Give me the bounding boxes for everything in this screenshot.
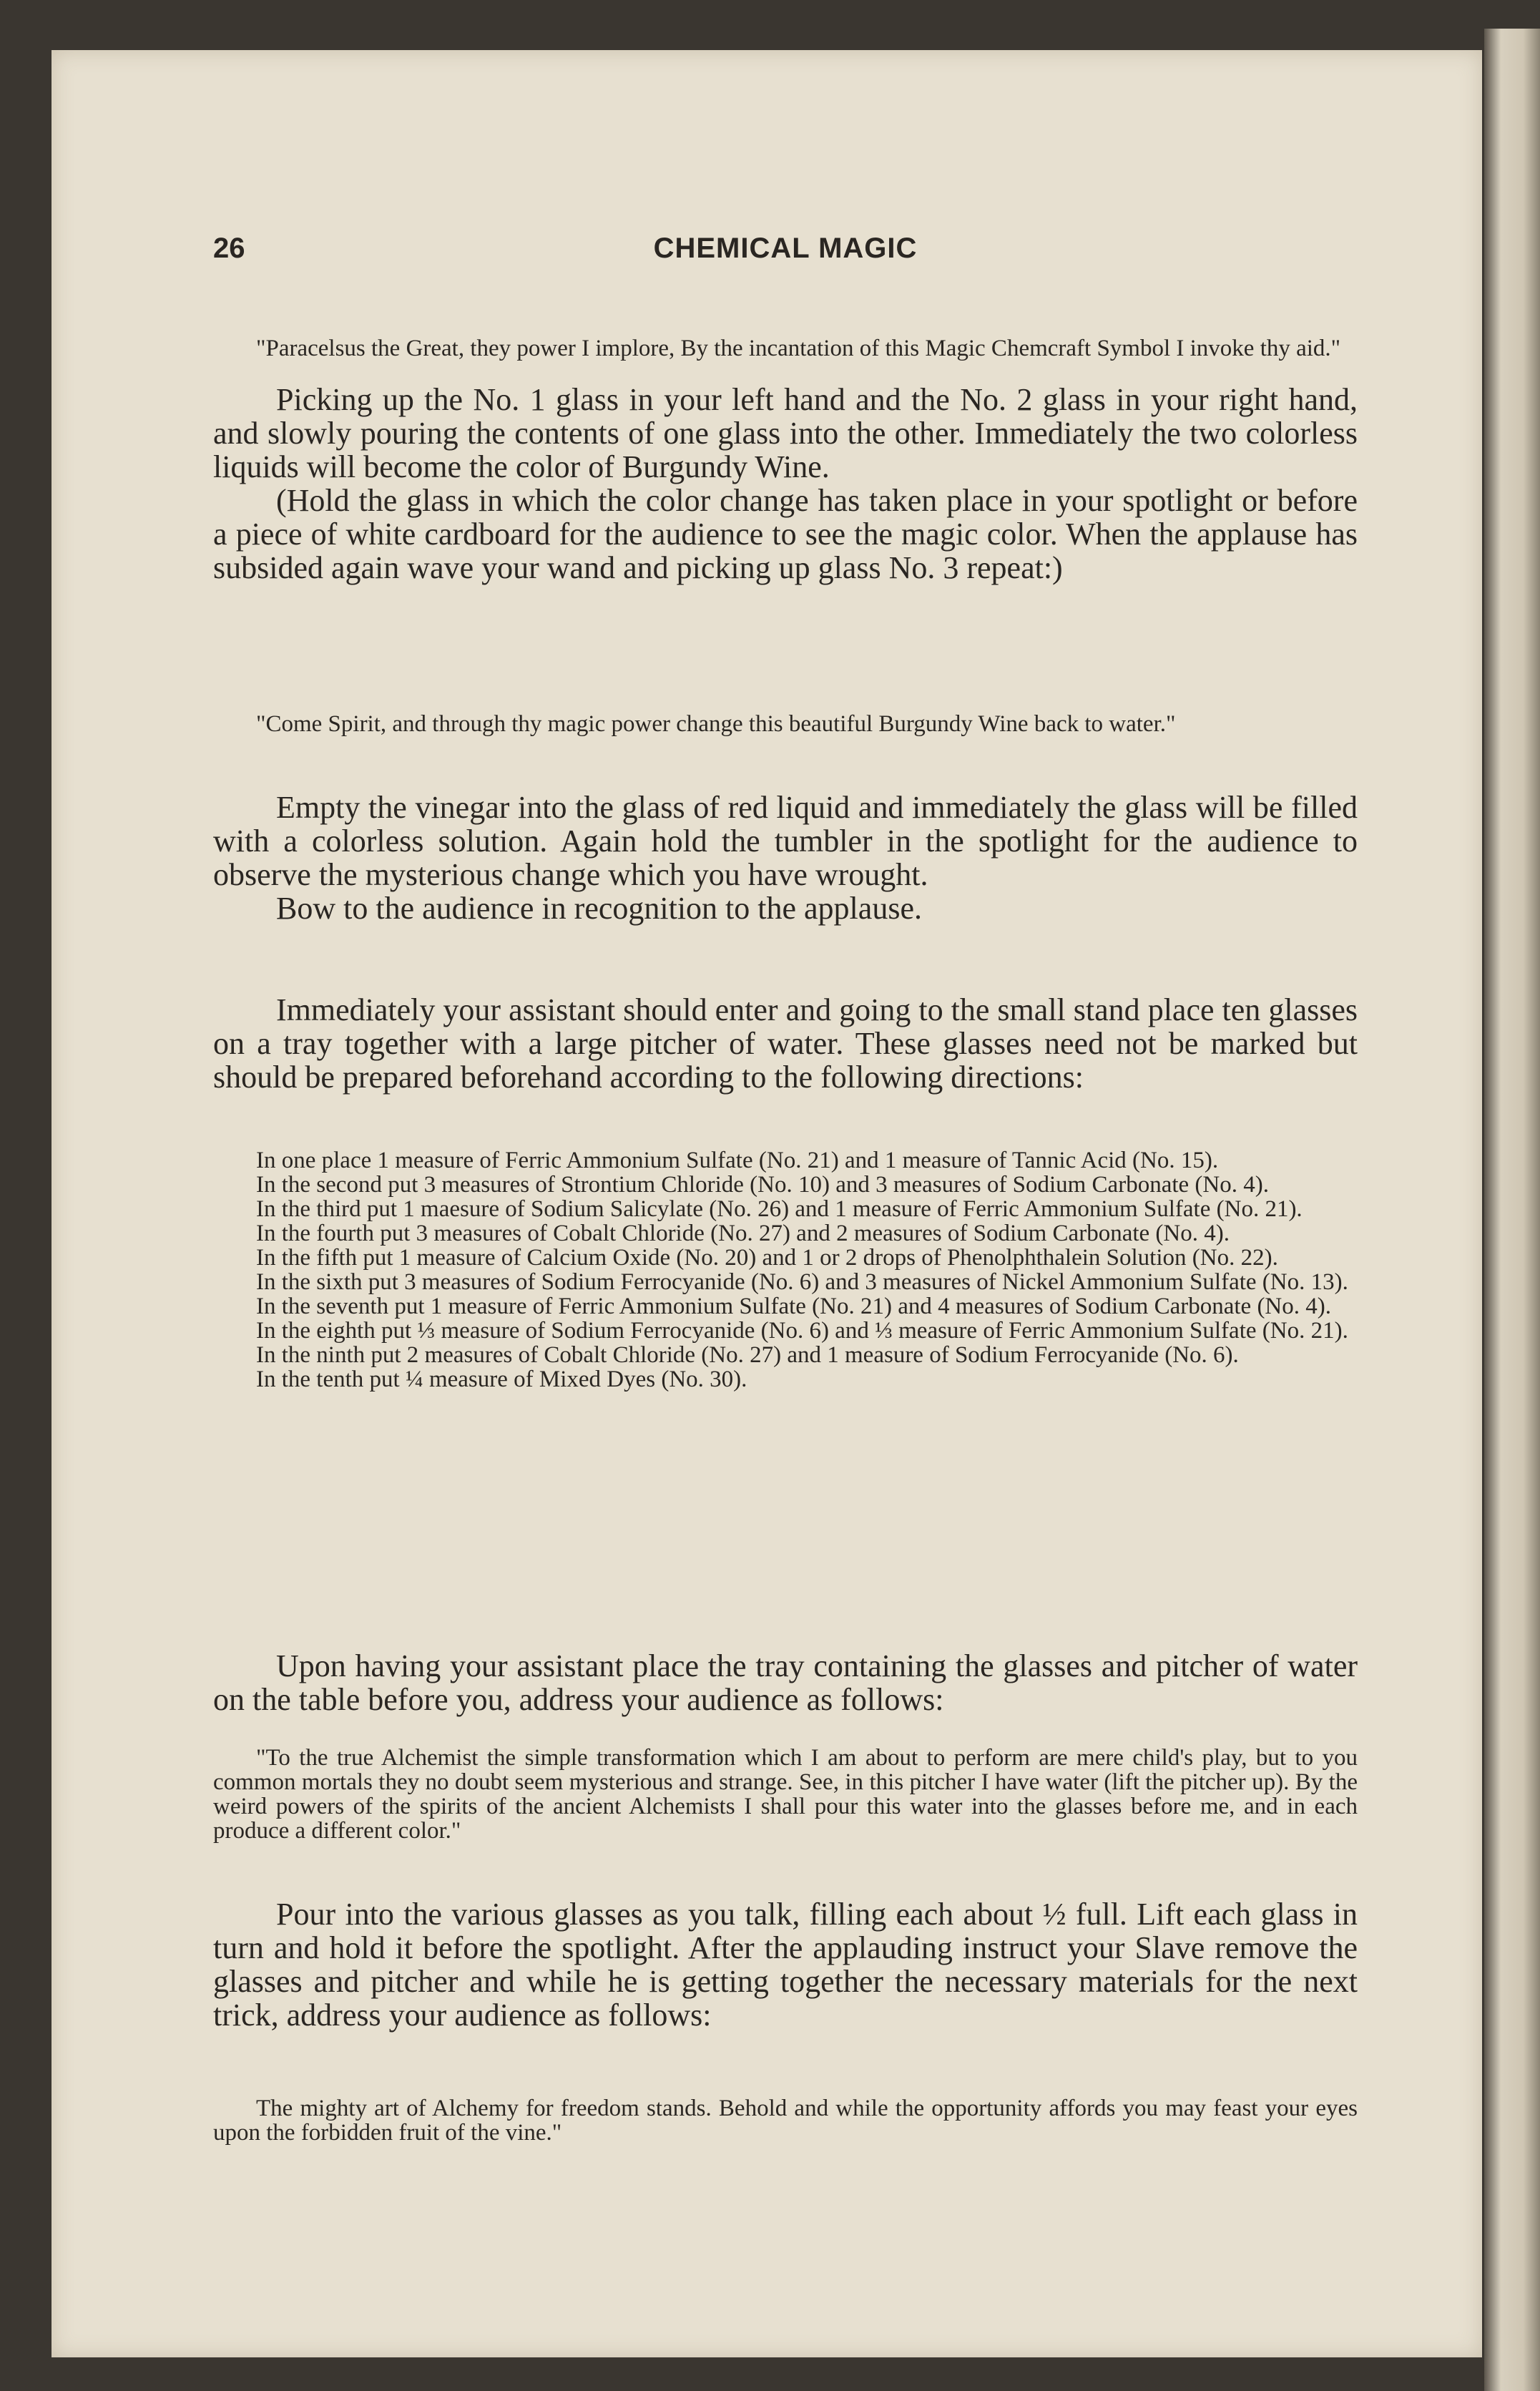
quote-alchemy (213, 2096, 1358, 2145)
paragraph: Empty the vinegar into the glass of red liquid and immediately the glass will be filled with a colorless solution. Again hold the tumbler in the spotlight for the audience to observe the mysterious change which you have wrought. (213, 790, 1358, 892)
paragraph-block-3 (213, 993, 1358, 1094)
paragraph: (Hold the glass in which the color change has taken place in your spotlight or before a piece of white cardboard for the audience to see the magic color. When the applause has subsided again wave your wand and picking up glass No. 3 repeat:) (213, 483, 1358, 585)
paragraph-block-2 (213, 791, 1358, 925)
quote-alchemist (213, 1746, 1358, 1843)
quote-text: "Paracelsus the Great, they power I implore, By the incantation of this Magic Chemcraft Symbol I invoke thy aid." (256, 336, 1341, 361)
page-header (213, 233, 1358, 275)
list-item: In the seventh put 1 measure of Ferric Ammonium Sulfate (No. 21) and 4 measures of Sodium Carbonate (No. 4). (256, 1294, 1331, 1319)
list-item: In the tenth put ¼ measure of Mixed Dyes (No. 30). (256, 1366, 747, 1392)
list-item: In the eighth put ⅓ measure of Sodium Ferrocyanide (No. 6) and ⅓ measure of Ferric Ammonium Sulfate (No. 21). (256, 1318, 1348, 1344)
quote-text: "To the true Alchemist the simple transformation which I am about to perform are mere child's play, but to you common mortals they no doubt seem mysterious and strange. See, in this pitcher I have water (lift the pitcher up). By the weird powers of the spirits of the ancient Alchemists I shall pour this water into the glasses before me, and in each produce a different color." (213, 1745, 1358, 1844)
paragraph: Picking up the No. 1 glass in your left hand and the No. 2 glass in your right hand, and slowly pouring the contents of one glass into the other. Immediately the two colorless liquids will become the color of Burgundy Wine. (213, 382, 1358, 484)
directions-list (213, 1148, 1358, 1392)
list-item: In the third put 1 maesure of Sodium Salicylate (No. 26) and 1 measure of Ferric Ammonium Sulfate (No. 21). (256, 1196, 1303, 1222)
paragraph: Bow to the audience in recognition to the applause. (276, 891, 922, 926)
running-title: CHEMICAL MAGIC (653, 233, 918, 264)
quote-text: "Come Spirit, and through thy magic power change this beautiful Burgundy Wine back to water." (256, 711, 1176, 737)
list-item: In the fourth put 3 measures of Cobalt Chloride (No. 27) and 2 measures of Sodium Carbonate (No. 4). (256, 1221, 1230, 1246)
paragraph-block-4 (213, 1649, 1358, 1716)
page-number: 26 (213, 233, 245, 264)
quote-incantation-1 (213, 336, 1358, 361)
paragraph: Pour into the various glasses as you talk, filling each about ½ full. Lift each glass in turn and hold it before the spotlight. After the applauding instruct your Slave remove the glasses and pitcher and while he is getting together the necessary materials for the next trick, address your audience as follows: (213, 1897, 1358, 2033)
list-item: In the second put 3 measures of Strontium Chloride (No. 10) and 3 measures of Sodium Carbonate (No. 4). (256, 1172, 1269, 1198)
list-item: In the ninth put 2 measures of Cobalt Chloride (No. 27) and 1 measure of Sodium Ferrocyanide (No. 6). (256, 1342, 1239, 1368)
quote-incantation-2 (213, 712, 1358, 736)
list-item: In one place 1 measure of Ferric Ammonium Sulfate (No. 21) and 1 measure of Tannic Acid (No. 15). (256, 1148, 1219, 1173)
list-item: In the sixth put 3 measures of Sodium Ferrocyanide (No. 6) and 3 measures of Nickel Ammonium Sulfate (No. 13). (256, 1269, 1348, 1295)
quote-text: The mighty art of Alchemy for freedom stands. Behold and while the opportunity affords you may feast your eyes upon the forbidden fruit of the vine." (213, 2096, 1358, 2146)
paragraph: Upon having your assistant place the tray containing the glasses and pitcher of water on the table before you, address your audience as follows: (213, 1648, 1358, 1717)
paragraph-block-1 (213, 383, 1358, 585)
list-item: In the fifth put 1 measure of Calcium Oxide (No. 20) and 1 or 2 drops of Phenolphthalein Solution (No. 22). (256, 1245, 1278, 1271)
paragraph: Immediately your assistant should enter and going to the small stand place ten glasses on a tray together with a large pitcher of water. These glasses need not be marked but should be prepared beforehand according to the following directions: (213, 992, 1358, 1095)
facing-page-edge (1484, 29, 1540, 2391)
paragraph-block-5 (213, 1897, 1358, 2032)
